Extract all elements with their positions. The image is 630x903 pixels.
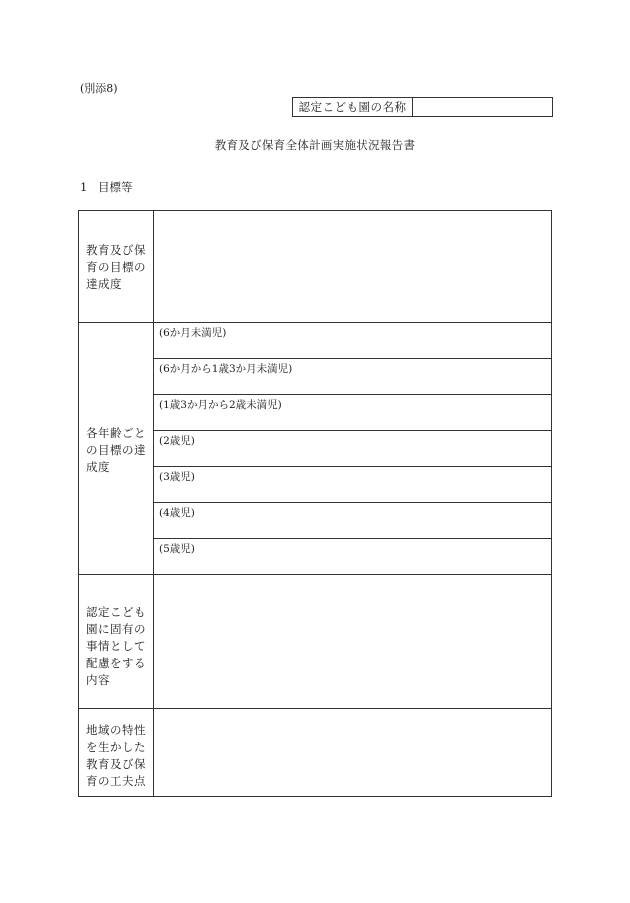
row-divider [79, 574, 551, 575]
achievement-label: 教育及び保育の目標の達成度 [86, 243, 146, 291]
consideration-label: 認定こども園に固有の事情として配慮をする内容 [86, 605, 146, 687]
age-row-divider [153, 466, 551, 467]
document-title: 教育及び保育全体計画実施状況報告書 [214, 138, 416, 152]
facility-name-field[interactable] [413, 98, 552, 116]
section-heading [80, 179, 133, 195]
age-group-5y: (5歳児) [159, 543, 195, 555]
age-row-divider [153, 430, 551, 431]
facility-name-label: 認定こども園の名称 [293, 98, 413, 116]
row-divider [79, 322, 551, 323]
age-group-1y3m-to-2y: (1歳3か月から2歳未満児) [159, 399, 282, 411]
age-row-divider [153, 502, 551, 503]
age-group-4y: (4歳児) [159, 507, 195, 519]
section-title: 目標等 [98, 180, 133, 194]
section-number: 1 [80, 180, 88, 194]
age-row-divider [153, 538, 551, 539]
age-group-2y: (2歳児) [159, 435, 195, 447]
row-divider [79, 708, 551, 709]
age-row-divider [153, 394, 551, 395]
goals-table [78, 210, 552, 797]
age-goals-label: 各年齢ごとの目標の達成度 [86, 426, 146, 474]
facility-name-box [292, 97, 553, 117]
age-group-3y: (3歳児) [159, 471, 195, 483]
age-row-divider [153, 358, 551, 359]
annex-label: (別添8) [80, 82, 118, 95]
age-group-6-months-to-1y3m: (6か月から1歳3か月未満児) [159, 363, 293, 375]
age-group-under-6-months: (6か月未満児) [159, 327, 227, 339]
regional-features-label: 地域の特性を生かした教育及び保育の工夫点 [86, 723, 146, 788]
